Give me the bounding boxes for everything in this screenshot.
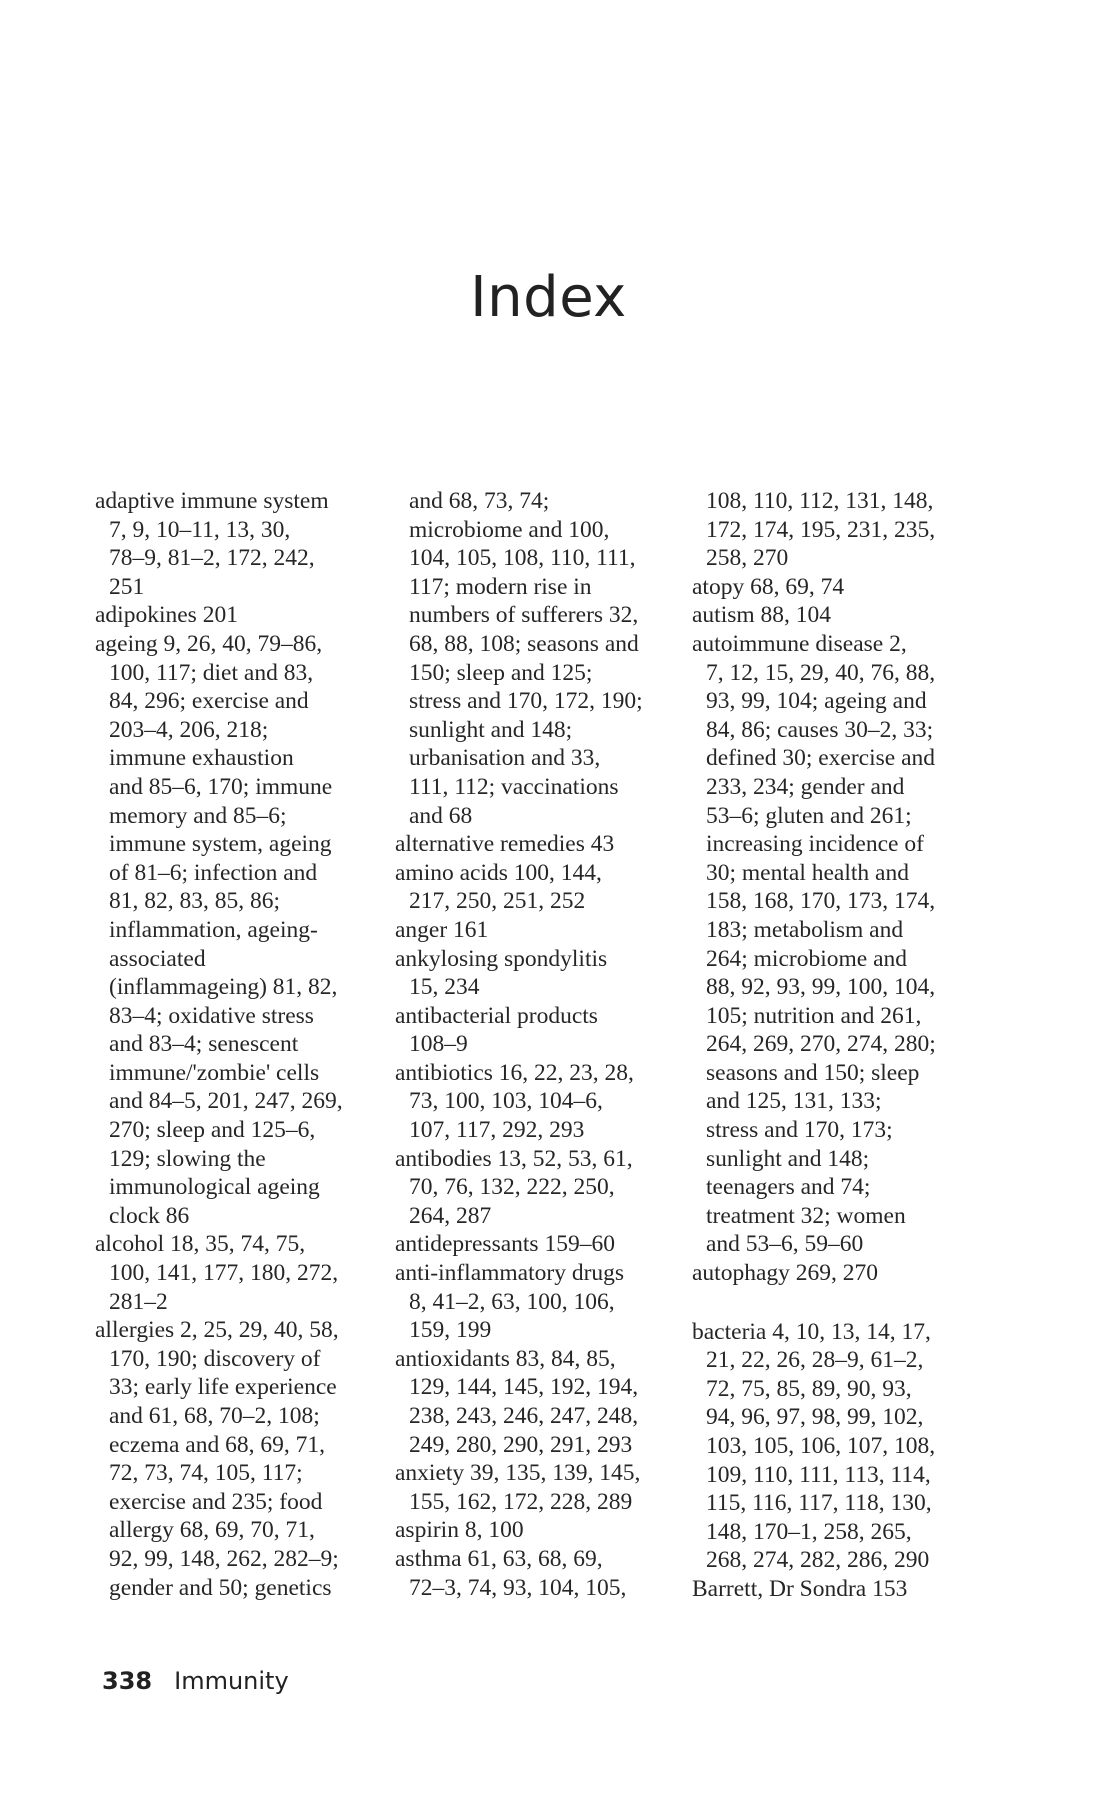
index-entry-continuation: 264, 269, 270, 274, 280; xyxy=(706,1031,936,1058)
index-entry-continuation: 129, 144, 145, 192, 194, xyxy=(409,1374,639,1401)
index-entry-continuation: 158, 168, 170, 173, 174, xyxy=(706,888,936,915)
index-entry-continuation: 81, 82, 83, 85, 86; xyxy=(109,888,281,915)
index-entry-continuation: 30; mental health and xyxy=(706,859,909,886)
index-entry-continuation: 72, 75, 85, 89, 90, 93, xyxy=(706,1375,912,1402)
index-entry-continuation: exercise and 235; food xyxy=(109,1488,323,1515)
index-entry-continuation: increasing incidence of xyxy=(706,831,924,858)
index-entry-continuation: treatment 32; women xyxy=(706,1202,906,1229)
index-entry-continuation: 8, 41–2, 63, 100, 106, xyxy=(409,1288,615,1315)
index-entry-continuation: teenagers and 74; xyxy=(706,1174,871,1201)
index-entry-continuation: memory and 85–6; xyxy=(109,802,287,829)
index-entry-continuation: 21, 22, 26, 28–9, 61–2, xyxy=(706,1347,924,1374)
index-entry-continuation: 7, 12, 15, 29, 40, 76, 88, xyxy=(706,659,936,686)
index-entry: antibacterial products xyxy=(395,1002,598,1029)
index-entry-continuation: numbers of sufferers 32, xyxy=(409,602,639,629)
index-entry: amino acids 100, 144, xyxy=(395,859,602,886)
index-entry-continuation: immunological ageing xyxy=(109,1174,320,1201)
index-entry-continuation: immune system, ageing xyxy=(109,831,332,858)
index-entry: asthma 61, 63, 68, 69, xyxy=(395,1545,603,1572)
index-entry-continuation: sunlight and 148; xyxy=(706,1145,870,1172)
index-entry-continuation: 159, 199 xyxy=(409,1317,492,1344)
index-entry-continuation: microbiome and 100, xyxy=(409,516,610,543)
index-entry-continuation: immune exhaustion xyxy=(109,745,294,772)
index-entry: anxiety 39, 135, 139, 145, xyxy=(395,1460,641,1487)
entry-gap xyxy=(692,1288,982,1318)
index-entry-continuation: associated xyxy=(109,945,206,972)
index-entry-continuation: 72, 73, 74, 105, 117; xyxy=(109,1460,303,1487)
index-entry-continuation: 264; microbiome and xyxy=(706,945,908,972)
index-entry-continuation: 105; nutrition and 261, xyxy=(706,1002,922,1029)
index-entry-continuation: 233, 234; gender and xyxy=(706,773,905,800)
page-title: Index xyxy=(470,265,627,330)
index-entry: bacteria 4, 10, 13, 14, 17, xyxy=(692,1318,931,1345)
index-entry: aspirin 8, 100 xyxy=(395,1517,524,1544)
index-entry-continuation: 251 xyxy=(109,573,145,600)
index-entry: autophagy 269, 270 xyxy=(692,1260,879,1287)
index-entry-continuation: seasons and 150; sleep xyxy=(706,1059,920,1086)
index-entry-continuation: 107, 117, 292, 293 xyxy=(409,1117,585,1144)
index-column-2 xyxy=(395,487,685,1602)
index-entry-continuation: immune/'zombie' cells xyxy=(109,1059,320,1086)
index-entry-continuation: 84, 86; causes 30–2, 33; xyxy=(706,716,934,743)
index-entry-continuation: 183; metabolism and xyxy=(706,916,904,943)
index-entry-continuation: of 81–6; infection and xyxy=(109,859,318,886)
index-entry-continuation: 100, 117; diet and 83, xyxy=(109,659,314,686)
index-entry-continuation: gender and 50; genetics xyxy=(109,1574,332,1601)
index-entry-continuation: eczema and 68, 69, 71, xyxy=(109,1431,325,1458)
index-entry-continuation: allergy 68, 69, 70, 71, xyxy=(109,1517,315,1544)
index-entry-continuation: 73, 100, 103, 104–6, xyxy=(409,1088,603,1115)
book-title: Immunity xyxy=(174,1667,289,1695)
index-entry: antibodies 13, 52, 53, 61, xyxy=(395,1145,633,1172)
index-entry-continuation: 172, 174, 195, 231, 235, xyxy=(706,516,936,543)
index-entry: alternative remedies 43 xyxy=(395,831,615,858)
index-entry: antidepressants 159–60 xyxy=(395,1231,615,1258)
index-entry-continuation: sunlight and 148; xyxy=(409,716,573,743)
index-entry-continuation: 109, 110, 111, 113, 114, xyxy=(706,1461,931,1488)
index-entry-continuation: 15, 234 xyxy=(409,974,480,1001)
index-entry-continuation: (inflammageing) 81, 82, xyxy=(109,974,338,1001)
index-entry: alcohol 18, 35, 74, 75, xyxy=(95,1231,306,1258)
index-entry-continuation: and 61, 68, 70–2, 108; xyxy=(109,1403,320,1429)
index-entry-continuation: and 53–6, 59–60 xyxy=(706,1231,864,1258)
page-footer xyxy=(102,1667,289,1695)
index-entry: adipokines 201 xyxy=(95,602,238,629)
index-entry: Barrett, Dr Sondra 153 xyxy=(692,1575,908,1602)
index-entry-continuation: 70, 76, 132, 222, 250, xyxy=(409,1174,615,1201)
index-entry-continuation: 203–4, 206, 218; xyxy=(109,716,269,743)
index-entry-continuation: stress and 170, 172, 190; xyxy=(409,688,643,715)
index-entry-continuation: 53–6; gluten and 261; xyxy=(706,802,912,829)
index-entry-continuation: 129; slowing the xyxy=(109,1145,266,1172)
index-entry-continuation: defined 30; exercise and xyxy=(706,745,936,772)
index-entry-continuation: 111, 112; vaccinations xyxy=(409,773,619,800)
index-entry-continuation: 108–9 xyxy=(409,1031,468,1058)
index-entry-continuation: clock 86 xyxy=(109,1202,190,1229)
index-entry-continuation: 268, 274, 282, 286, 290 xyxy=(706,1547,930,1574)
index-entry-continuation: 148, 170–1, 258, 265, xyxy=(706,1518,912,1545)
index-entry-continuation: 83–4; oxidative stress xyxy=(109,1002,314,1029)
index-entry-continuation: 68, 88, 108; seasons and xyxy=(409,630,639,657)
index-entry-continuation: 84, 296; exercise and xyxy=(109,688,309,715)
index-entry-continuation: 94, 96, 97, 98, 99, 102, xyxy=(706,1404,924,1431)
index-entry-continuation: 264, 287 xyxy=(409,1202,492,1229)
index-entry-continuation: 150; sleep and 125; xyxy=(409,659,593,686)
index-entry: allergies 2, 25, 29, 40, 58, xyxy=(95,1317,339,1344)
index-entry: anger 161 xyxy=(395,916,489,943)
index-entry-continuation: urbanisation and 33, xyxy=(409,745,601,772)
index-entry: anti-inflammatory drugs xyxy=(395,1260,625,1287)
index-entry-continuation: 115, 116, 117, 118, 130, xyxy=(706,1490,932,1517)
index-entry: adaptive immune system xyxy=(95,488,329,514)
index-entry-continuation: and 83–4; senescent xyxy=(109,1031,299,1058)
index-entry: autism 88, 104 xyxy=(692,602,832,629)
index-entry: autoimmune disease 2, xyxy=(692,630,907,657)
index-entry-continuation: stress and 170, 173; xyxy=(706,1117,893,1144)
index-entry-continuation: and 85–6, 170; immune xyxy=(109,773,333,800)
index-entry-continuation: 88, 92, 93, 99, 100, 104, xyxy=(706,974,936,1001)
index-entry: antibiotics 16, 22, 23, 28, xyxy=(395,1059,634,1086)
index-column-3 xyxy=(692,487,982,1604)
index-entry-continuation: and 125, 131, 133; xyxy=(706,1088,882,1115)
index-entry-continuation: and 68 xyxy=(409,802,473,829)
index-entry-continuation: and 84–5, 201, 247, 269, xyxy=(109,1088,343,1115)
index-column-1 xyxy=(95,487,385,1602)
index-entry: ankylosing spondylitis xyxy=(395,945,608,972)
index-entry-continuation: 7, 9, 10–11, 13, 30, xyxy=(109,516,291,543)
index-entry-continuation: 103, 105, 106, 107, 108, xyxy=(706,1433,936,1459)
index-entry-continuation: 104, 105, 108, 110, 111, xyxy=(409,545,636,572)
index-entry-continuation: 117; modern rise in xyxy=(409,573,592,600)
index-entry-continuation: 100, 141, 177, 180, 272, xyxy=(109,1260,339,1287)
index-entry-continuation: 258, 270 xyxy=(706,545,789,572)
index-entry-continuation: and 68, 73, 74; xyxy=(409,488,550,514)
index-entry-continuation: 238, 243, 246, 247, 248, xyxy=(409,1403,639,1429)
index-entry-continuation: 155, 162, 172, 228, 289 xyxy=(409,1488,633,1515)
index-columns xyxy=(95,487,975,1612)
index-entry-continuation: 217, 250, 251, 252 xyxy=(409,888,586,915)
index-entry-continuation: 108, 110, 112, 131, 148, xyxy=(706,488,934,514)
index-entry: ageing 9, 26, 40, 79–86, xyxy=(95,630,323,657)
index-entry-continuation: 33; early life experience xyxy=(109,1374,337,1401)
index-entry-continuation: 78–9, 81–2, 172, 242, xyxy=(109,545,315,572)
index-entry-continuation: 249, 280, 290, 291, 293 xyxy=(409,1431,633,1458)
index-entry-continuation: 93, 99, 104; ageing and xyxy=(706,688,927,715)
index-entry-continuation: 270; sleep and 125–6, xyxy=(109,1117,316,1144)
index-entry-continuation: inflammation, ageing- xyxy=(109,916,318,943)
page-number: 338 xyxy=(102,1667,153,1695)
index-entry-continuation: 92, 99, 148, 262, 282–9; xyxy=(109,1545,339,1572)
index-entry-continuation: 170, 190; discovery of xyxy=(109,1345,321,1372)
index-entry: atopy 68, 69, 74 xyxy=(692,573,845,600)
index-entry-continuation: 281–2 xyxy=(109,1288,168,1315)
index-entry: antioxidants 83, 84, 85, xyxy=(395,1345,616,1372)
index-entry-continuation: 72–3, 74, 93, 104, 105, xyxy=(409,1574,627,1601)
